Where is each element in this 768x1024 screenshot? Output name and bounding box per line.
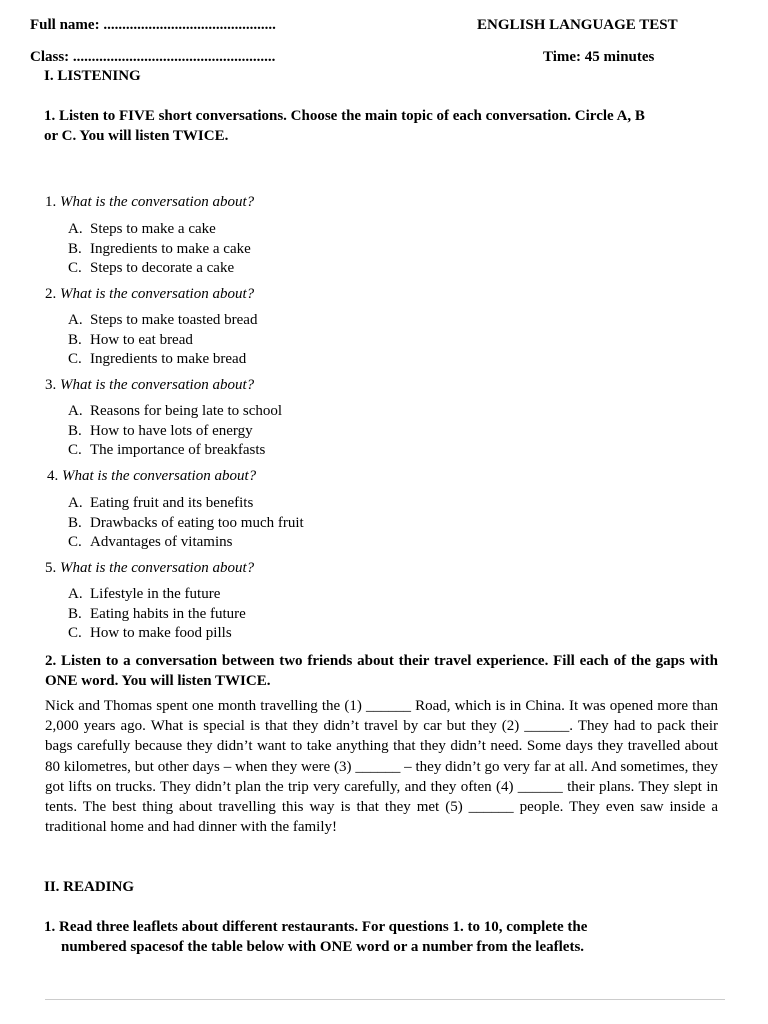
option-a[interactable]: A. Reasons for being late to school [68,403,283,419]
page-divider [45,999,725,1000]
question-3 [45,377,254,394]
listening-part1-instruction-line2: or C. You will listen TWICE. [44,128,229,144]
option-b[interactable]: B. How to eat bread [68,331,193,348]
option-c[interactable]: C. How to make food pills [68,625,232,642]
question-3-options [68,402,282,461]
question-prompt: What is the conversation about? [62,468,257,484]
question-number: 1. [45,194,57,210]
question-5-options [68,585,246,644]
listening-part2-instruction: 2. Listen to a conversation between two friends about their travel experience. Fill each of the gaps with ONE word. You will listen TWICE. [45,653,718,689]
option-c[interactable]: C. The importance of breakfasts [68,442,266,459]
question-4 [47,468,256,485]
option-a[interactable]: A. Steps to make toasted bread [68,312,258,328]
option-a[interactable]: A. Eating fruit and its benefits [68,495,254,511]
full-name-field: Full name: .............................................. [30,17,276,33]
question-5 [45,560,254,577]
test-title: ENGLISH LANGUAGE TEST [477,17,678,33]
option-c[interactable]: C. Ingredients to make bread [68,351,247,368]
question-1 [45,194,254,211]
reading-instruction-line2: numbered spacesof the table below with ONE word or a number from the leaflets. [61,939,585,955]
listening-heading: I. LISTENING [44,68,141,84]
reading-instruction-line1: 1. Read three leaflets about different restaurants. For questions 1. to 10, complete the [44,919,588,935]
class-field: Class: ...................................................... [30,49,276,65]
option-b[interactable]: B. How to have lots of energy [68,422,253,439]
question-number: 3. [45,377,57,393]
question-2 [45,286,254,303]
option-a[interactable]: A. Steps to make a cake [68,221,216,237]
question-2-options [68,311,257,370]
question-prompt: What is the conversation about? [60,560,255,576]
question-1-options [68,220,251,279]
option-a[interactable]: A. Lifestyle in the future [68,586,221,602]
question-4-options [68,494,304,553]
option-c[interactable]: C. Advantages of vitamins [68,534,233,551]
option-b[interactable]: B. Drawbacks of eating too much fruit [68,514,304,531]
option-b[interactable]: B. Ingredients to make a cake [68,240,251,257]
question-number: 4. [47,468,59,484]
time-limit: Time: 45 minutes [543,49,655,65]
question-prompt: What is the conversation about? [60,194,255,210]
question-number: 2. [45,286,57,302]
question-prompt: What is the conversation about? [60,286,255,302]
question-number: 5. [45,560,57,576]
reading-heading: II. READING [44,879,135,895]
question-prompt: What is the conversation about? [60,377,255,393]
option-c[interactable]: C. Steps to decorate a cake [68,260,235,277]
option-b[interactable]: B. Eating habits in the future [68,605,246,622]
listening-part1-instruction-line1: 1. Listen to FIVE short conversations. Choose the main topic of each conversation. Circle A, B [44,108,645,124]
listening-part2-passage: Nick and Thomas spent one month travelling the (1) ______ Road, which is in China. It was opened more than 2,000 years ago. What is special is that they didn’t travel by car but they (2) ______. They had to pack their bags carefully because they didn’t want to take anything that they didn’t need. Some days they travelled about 80 kilometres, but other days – when they were (3) ______ – they didn’t go very far at all. And sometimes, they got lifts on trucks. They didn’t plan the trip very carefully, and they often (4) ______ their plans. They slept in tents. The best thing about travelling this way is that they met (5) ______ people. They even saw inside a traditional home and had dinner with the family! [45,698,718,836]
